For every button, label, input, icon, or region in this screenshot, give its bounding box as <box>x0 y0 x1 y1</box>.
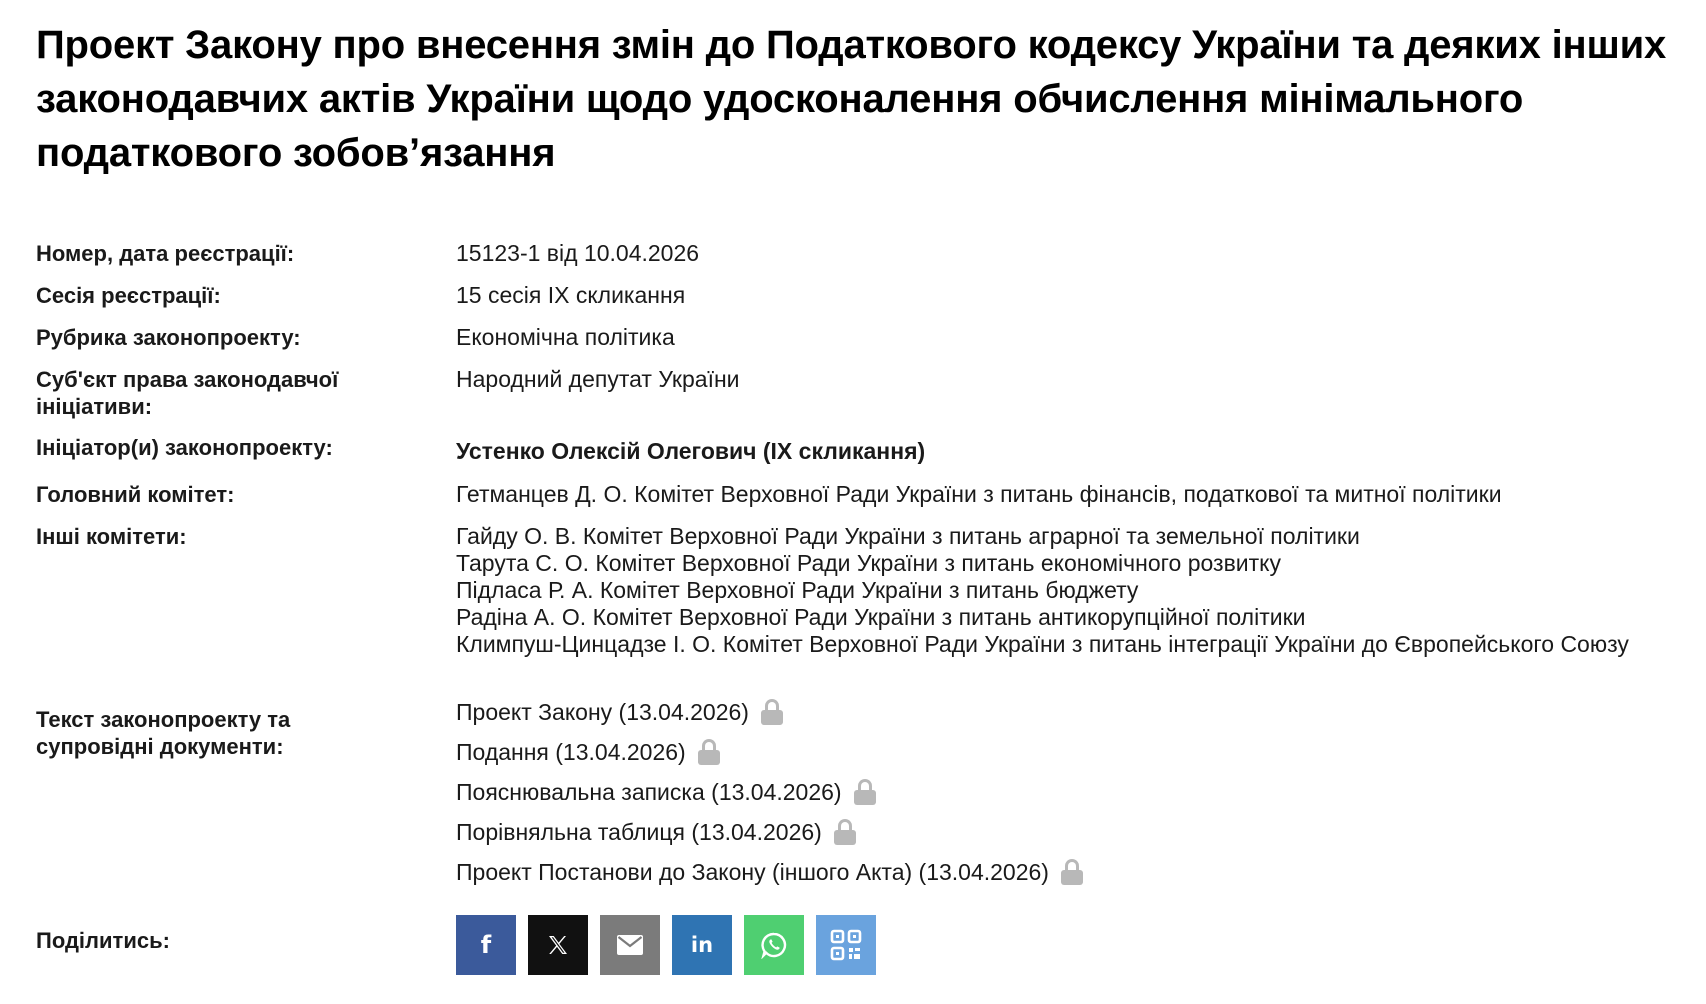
share-linkedin-button[interactable] <box>672 915 732 975</box>
linkedin-icon: in <box>690 933 714 957</box>
subject-row <box>36 366 1676 434</box>
lock-icon <box>698 739 720 765</box>
x-twitter-icon <box>546 933 570 957</box>
rubric-label: Рубрика законопроекту: <box>36 325 301 350</box>
other-committees-row <box>36 523 1676 706</box>
share-buttons <box>456 915 876 975</box>
session-label: Сесія реєстрації: <box>36 283 221 308</box>
lock-icon <box>761 699 783 725</box>
document-item <box>456 812 1676 852</box>
document-item <box>456 772 1676 812</box>
share-row <box>36 927 1676 975</box>
lock-icon <box>1061 859 1083 885</box>
committee-item: Радіна А. О. Комітет Верховної Ради України з питань антикорупційної політики <box>456 604 1306 630</box>
document-link[interactable]: Проект Закону (13.04.2026) <box>456 698 749 725</box>
documents-row <box>36 698 1676 927</box>
committee-item: Климпуш-Цинцадзе І. О. Комітет Верховної Ради України з питань інтеграції України до Європейського Союзу <box>456 631 1629 657</box>
email-icon <box>617 935 643 955</box>
document-item <box>456 692 1676 732</box>
document-item <box>456 732 1676 772</box>
lock-icon <box>854 779 876 805</box>
documents-label: Текст законопроекту та супровідні документи: <box>36 707 291 759</box>
registration-row <box>36 240 1676 282</box>
whatsapp-icon <box>760 931 788 959</box>
document-link[interactable]: Пояснювальна записка (13.04.2026) <box>456 778 842 805</box>
initiators-label: Ініціатор(и) законопроекту: <box>36 435 333 460</box>
committee-item: Гайду О. В. Комітет Верховної Ради України з питань аграрної та земельної політики <box>456 523 1360 549</box>
share-whatsapp-button[interactable] <box>744 915 804 975</box>
main-committee-row <box>36 481 1676 523</box>
bill-page <box>36 0 1676 959</box>
facebook-icon: f <box>480 931 492 959</box>
rubric-value: Економічна політика <box>456 324 675 350</box>
committee-item: Підласа Р. А. Комітет Верховної Ради України з питань бюджету <box>456 577 1139 603</box>
other-committees-label: Інші комітети: <box>36 524 187 549</box>
share-email-button[interactable] <box>600 915 660 975</box>
lock-icon <box>834 819 856 845</box>
bill-info-table <box>36 240 1676 975</box>
session-row <box>36 282 1676 324</box>
share-qr-button[interactable] <box>816 915 876 975</box>
page-title: Проект Закону про внесення змін до Податкового кодексу України та деяких інших законодавчих актів України щодо удосконалення обчислення мінімального податкового зобов’язання <box>36 23 1667 175</box>
document-link[interactable]: Порівняльна таблиця (13.04.2026) <box>456 818 822 845</box>
main-committee-value: Гетманцев Д. О. Комітет Верховної Ради України з питань фінансів, податкової та митної політики <box>456 481 1502 507</box>
documents-list <box>456 692 1676 892</box>
subject-label: Суб'єкт права законодавчої ініціативи: <box>36 367 339 419</box>
document-link[interactable]: Проект Постанови до Закону (іншого Акта) (13.04.2026) <box>456 858 1049 885</box>
document-item <box>456 852 1676 892</box>
qr-code-icon <box>830 929 862 961</box>
main-committee-label: Головний комітет: <box>36 482 235 507</box>
share-facebook-button[interactable] <box>456 915 516 975</box>
subject-value: Народний депутат України <box>456 366 740 392</box>
document-link[interactable]: Подання (13.04.2026) <box>456 738 686 765</box>
initiators-row <box>36 434 1676 481</box>
registration-label: Номер, дата реєстрації: <box>36 241 295 266</box>
session-value: 15 сесія IX скликання <box>456 282 686 308</box>
rubric-row <box>36 324 1676 366</box>
initiator-link[interactable]: Устенко Олексій Олегович (IX скликання) <box>456 438 926 464</box>
registration-value: 15123-1 від 10.04.2026 <box>456 240 700 266</box>
share-label: Поділитись: <box>36 928 170 953</box>
committee-item: Тарута С. О. Комітет Верховної Ради України з питань економічного розвитку <box>456 550 1282 576</box>
other-committees-list <box>456 523 1676 658</box>
share-x-button[interactable] <box>528 915 588 975</box>
